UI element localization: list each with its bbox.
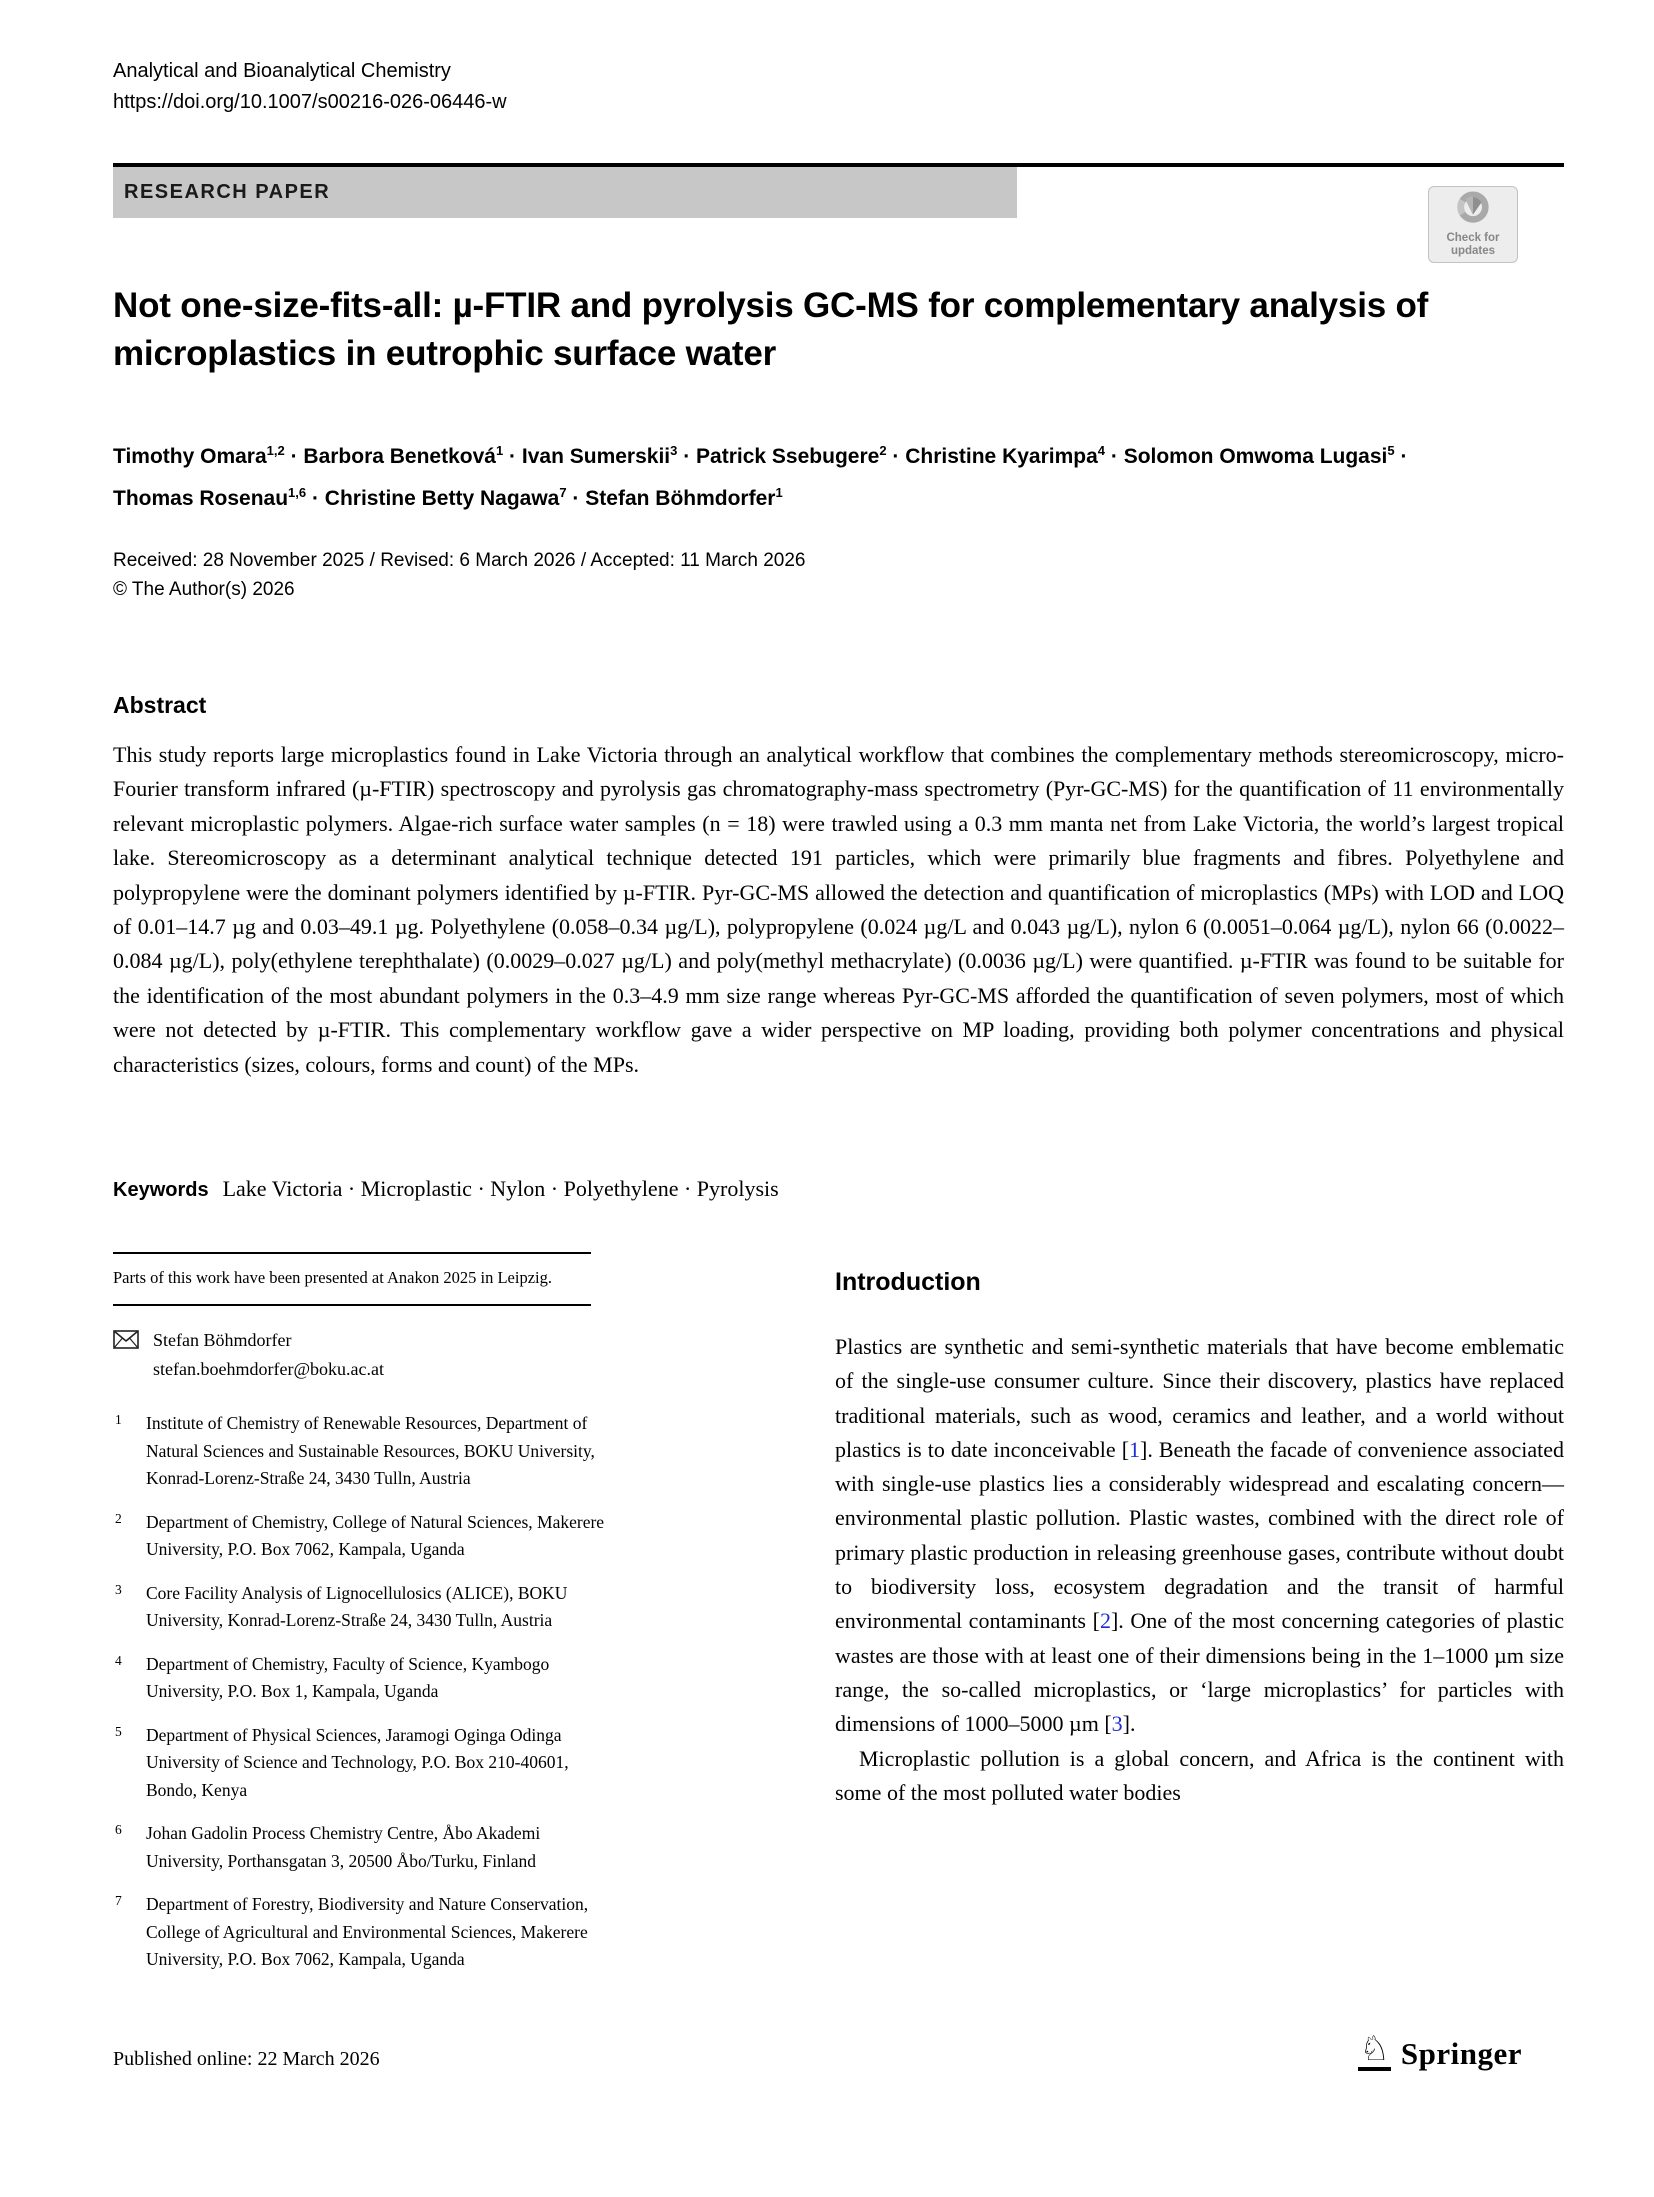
keywords-row bbox=[113, 1176, 1564, 1202]
envelope-icon bbox=[113, 1330, 139, 1384]
author: Christine Betty Nagawa$^7$ bbox=[324, 485, 567, 510]
keywords-label: Keywords bbox=[113, 1179, 209, 1201]
abstract-heading: Abstract bbox=[113, 692, 207, 718]
keywords-list: Lake Victoria · Microplastic · Nylon · Polyethylene · Pyrolysis bbox=[222, 1176, 779, 1201]
author: Timothy Omara$^{1,2}$ bbox=[113, 443, 285, 468]
springer-wordmark: Springer bbox=[1400, 2036, 1522, 2072]
introduction-column bbox=[835, 1252, 1564, 1810]
springer-knight-icon: ♘ bbox=[1359, 2029, 1390, 2069]
author: Solomon Omwoma Lugasi$^5$ bbox=[1123, 443, 1395, 468]
intro-paragraph-1: Plastics are synthetic and semi-synthetic materials that have become emblematic of the single-use consumer culture. Since their discovery, plastics have replaced traditional materials, such as wood, ceramics and leather, and a world without plastics is to date inconceivable [1]. Beneath the facade of convenience associated with single-use plastics lies a considerably widespread and escalating concern—environmental plastic pollution. Plastic wastes, combined with the direct role of primary plastic production in releasing greenhouse gases, contribute without doubt to biodiversity loss, ecosystem degradation and the transit of harmful environmental contaminants [2]. One of the most concerning categories of plastic wastes are those with at least one of their dimensions being in the 1–1000 µm size range, the so-called microplastics, or ‘large microplastics’ for particles with dimensions of 1000–5000 µm [3]. bbox=[835, 1334, 1565, 1737]
presented-note: Parts of this work have been presented at Anakon 2025 in Leipzig. bbox=[113, 1268, 552, 1287]
article-title: Not one-size-fits-all: µ-FTIR and pyrolysis GC-MS for complementary analysis of microplastics in eutrophic surface water bbox=[113, 286, 1429, 373]
badge-line2: updates bbox=[1450, 245, 1496, 257]
affiliation-item: 2 Department of Chemistry, College of Natural Sciences, Makerere University, P.O. Box 7062, Kampala, Uganda bbox=[115, 1510, 605, 1559]
intro-paragraph-2: Microplastic pollution is a global concern, and Africa is the continent with some of the most polluted water bodies bbox=[835, 1745, 1564, 1805]
citation-link[interactable]: 3 bbox=[1111, 1711, 1123, 1737]
citation-link[interactable]: 1 bbox=[1129, 1436, 1141, 1462]
footnote-column bbox=[113, 1252, 615, 1990]
corresponding-name: Stefan Böhmdorfer bbox=[153, 1330, 292, 1350]
affiliation-item: 3 Core Facility Analysis of Lignocellulosics (ALICE), BOKU University, Konrad-Lorenz-Straße 24, 3430 Tulln, Austria bbox=[115, 1581, 568, 1630]
check-updates-badge[interactable] bbox=[1428, 186, 1518, 263]
doi-link[interactable]: https://doi.org/10.1007/s00216-026-06446-w bbox=[113, 91, 507, 113]
corresponding-author-block bbox=[113, 1326, 615, 1384]
corresponding-email[interactable]: stefan.boehmdorfer@boku.ac.at bbox=[153, 1359, 384, 1379]
copyright-line: © The Author(s) 2026 bbox=[113, 579, 295, 600]
author: Stefan Böhmdorfer$^1$ bbox=[585, 485, 783, 510]
affiliation-item: 4 Department of Chemistry, Faculty of Science, Kyambogo University, P.O. Box 1, Kampala, Uganda bbox=[115, 1652, 550, 1701]
header-rule bbox=[113, 163, 1564, 218]
author: Christine Kyarimpa$^4$ bbox=[905, 443, 1106, 468]
author: Thomas Rosenau$^{1,6}$ bbox=[113, 485, 307, 510]
author: Barbora Benetková$^1$ bbox=[303, 443, 504, 468]
research-paper-band bbox=[113, 167, 1017, 218]
footnote-rule-bottom bbox=[113, 1304, 591, 1306]
footnote-rule-top bbox=[113, 1252, 591, 1254]
introduction-heading: Introduction bbox=[835, 1268, 981, 1296]
section-label: RESEARCH PAPER bbox=[124, 181, 331, 203]
abstract-text: This study reports large microplastics found in Lake Victoria through an analytical workflow that combines the complementary methods stereomicroscopy, micro-Fourier transform infrared (µ-FTIR) spectroscopy and pyrolysis gas chromatography-mass spectrometry (Pyr-GC-MS) for the quantification of 11 environmentally relevant microplastic polymers. Algae-rich surface water samples (n = 18) were trawled using a 0.3 mm manta net from Lake Victoria, the world’s largest tropical lake. Stereomicroscopy as a determinant analytical technique detected 191 particles, which were primarily blue fragments and fibres. Polyethylene and polypropylene were the dominant polymers identified by µ-FTIR. Pyr-GC-MS allowed the detection and quantification of microplastics (MPs) with LOD and LOQ of 0.01–14.7 µg and 0.03–49.1 µg. Polyethylene (0.058–0.34 µg/L), polypropylene (0.024 µg/L and 0.043 µg/L), nylon 6 (0.0051–0.064 µg/L), nylon 66 (0.0022–0.084 µg/L), poly(ethylene terephthalate) (0.0029–0.027 µg/L) and poly(methyl methacrylate) (0.0036 µg/L) were quantified. µ-FTIR was found to be suitable for the identification of the most abundant polymers in the 0.3–4.9 mm size range whereas Pyr-GC-MS afforded the quantification of seven polymers, most of which were not detected by µ-FTIR. This complementary workflow gave a wider perspective on MP loading, providing both polymer concentrations and physical characteristics (sizes, colours, forms and count) of the MPs. bbox=[113, 742, 1564, 1077]
author: Ivan Sumerskii$^3$ bbox=[521, 443, 678, 468]
affiliation-item: 7 Department of Forestry, Biodiversity and Nature Conservation, College of Agricultural and Environmental Sciences, Makerere University, P.O. Box 7062, Kampala, Uganda bbox=[115, 1893, 589, 1969]
author-list: Timothy Omara$^{1,2}$ · Barbora Benetková$^1$ · Ivan Sumerskii$^3$ · Patrick Ssebugere$^2$ · Christine Kyarimpa$^4$ · Solomon Omwoma Lugasi$^5$ · Thomas Rosenau$^{1,6}$ · Christine Betty Nagawa$^7$ · Stefan Böhmdorfer$^1$ bbox=[113, 443, 1408, 510]
affiliation-item: 1 Institute of Chemistry of Renewable Resources, Department of Natural Sciences and Sustainable Resources, BOKU University, Konrad-Lorenz-Straße 24, 3430 Tulln, Austria bbox=[115, 1412, 595, 1488]
journal-title: Analytical and Bioanalytical Chemistry bbox=[113, 60, 451, 82]
affiliation-list bbox=[113, 1410, 615, 1974]
author: Patrick Ssebugere$^2$ bbox=[696, 443, 887, 468]
received-dates: Received: 28 November 2025 / Revised: 6 March 2026 / Accepted: 11 March 2026 bbox=[113, 550, 806, 571]
badge-line1: Check for bbox=[1446, 232, 1500, 244]
affiliation-item: 6 Johan Gadolin Process Chemistry Centre, Åbo Akademi University, Porthansgatan 3, 20500 Åbo/Turku, Finland bbox=[115, 1822, 541, 1871]
update-badge-icon bbox=[1454, 191, 1492, 232]
published-online: Published online: 22 March 2026 bbox=[113, 2048, 380, 2070]
springer-logo bbox=[1358, 2029, 1522, 2072]
citation-link[interactable]: 2 bbox=[1099, 1608, 1111, 1634]
affiliation-item: 5 Department of Physical Sciences, Jaramogi Oginga Odinga University of Science and Technology, P.O. Box 210-40601, Bondo, Kenya bbox=[115, 1723, 569, 1800]
